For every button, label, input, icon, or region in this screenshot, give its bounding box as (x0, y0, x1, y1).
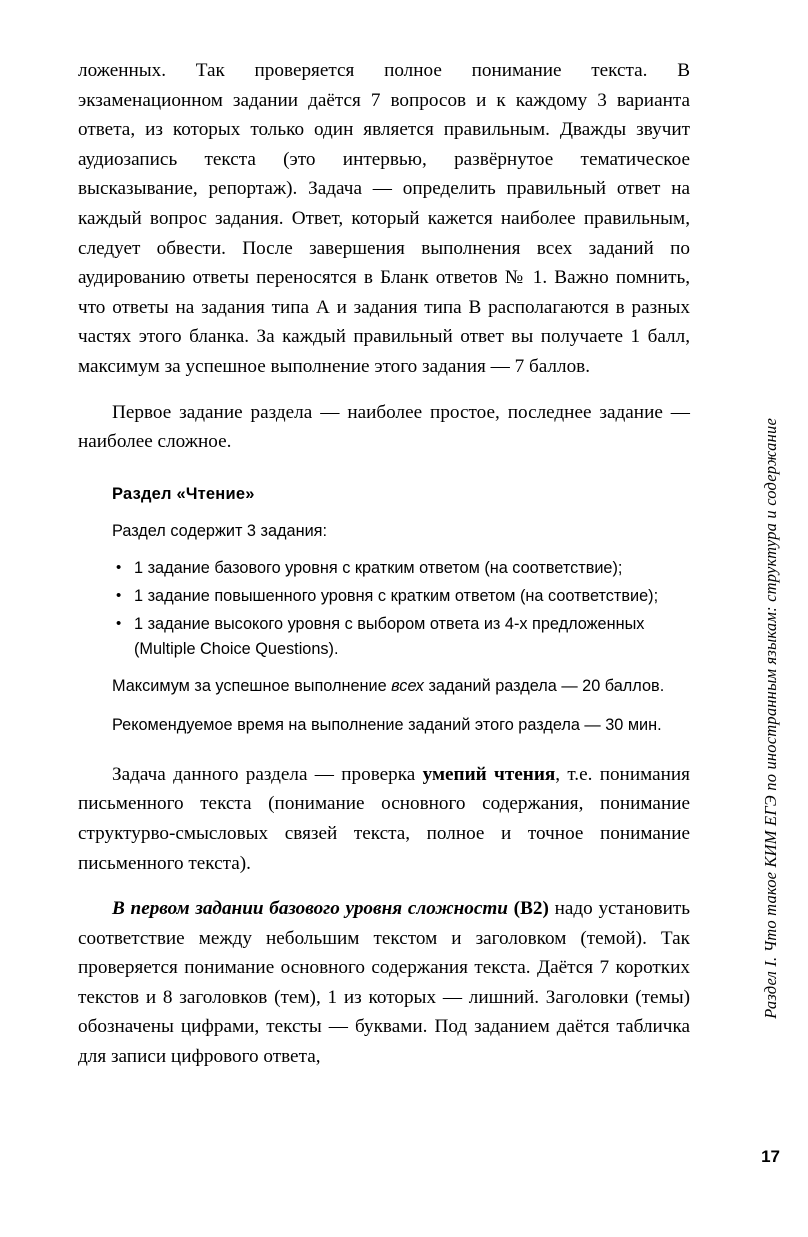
goal-part1: Задача данного раздела — проверка (112, 763, 423, 785)
paragraph-section-goal (78, 760, 690, 878)
task-rest-text: надо установить соответствие между небольшим текстом и заголовком (темой). Так проверяется понимание основного содержания текста. Даётся 7 коротких текстов и 8 заголовков (тем), 1 из которых — лишний. Заголовки (темы) обозначены цифрами, тексты — буквами. Под заданием даётся табличка для записи цифрового ответа, (78, 898, 691, 1068)
max-score-part2: заданий раздела — 20 баллов. (423, 676, 665, 695)
max-score-line (112, 674, 690, 699)
task-code-b2: (В2) (507, 898, 549, 920)
list-item: • 1 задание высокого уровня с выбором ответа из 4-х предложенных (Multiple Choice Questions). (112, 612, 690, 662)
paragraph-first-task-description (78, 894, 690, 1072)
page-content (78, 56, 690, 1072)
list-item: • 1 задание базового уровня с кратким ответом (на соответствие); (112, 556, 690, 581)
goal-part2: , т.е. понимания письменного текста (понимание основного содержания, понимание структурво-смысловых связей текста, полное и точное понимание письменного текста). (78, 763, 690, 874)
max-score-part1: Максимум за успешное выполнение (112, 676, 392, 695)
task-list (112, 556, 690, 662)
paragraph-continuation: ложенных. Так проверяется полное понимание текста. В экзаменационном задании даётся 7 вопросов и к каждому 3 варианта ответа, из которых только один является правильным. Дважды звучит аудиозапись текста (это интервью, развёрнутое тематическое высказывание, репортаж). Задача — определить правильный ответ на каждый вопрос задания. Ответ, который кажется наиболее правильным, следует обвести. После завершения выполнения всех заданий по аудированию ответы переносятся в Бланк ответов № 1. Важно помнить, что ответы на задания типа А и задания типа В располагаются в разных частях этого бланка. За каждый правильный ответ вы получаете 1 балл, максимум за успешное выполнение этого задания — 7 баллов. (78, 60, 690, 377)
max-score-emphasis: всех (391, 676, 424, 695)
paragraph-first-task: Первое задание раздела — наиболее простое, последнее задание — наиболее сложное. (78, 401, 690, 453)
recommended-time-line: Рекомендуемое время на выполнение заданий этого раздела — 30 мин. (112, 715, 662, 734)
reading-section-block (112, 519, 690, 738)
spacer (78, 738, 690, 760)
goal-bold-term: умепий чтения (422, 763, 556, 785)
running-head-text: Раздел I. Что такое КИМ ЕГЭ по иностранным языкам: структура и содержание (761, 418, 780, 1019)
task-bold-italic-lead: В первом задании базового уровня сложности (112, 898, 508, 920)
spacer (78, 382, 690, 398)
section-heading-reading: Раздел «Чтение» (112, 484, 255, 503)
page-number: 17 (761, 1147, 780, 1166)
list-item: • 1 задание повышенного уровня с кратким ответом (на соответствие); (112, 584, 690, 609)
section-intro-text: Раздел содержит 3 задания: (112, 521, 328, 540)
spacer (78, 878, 690, 894)
running-head-vertical (760, 418, 782, 1158)
